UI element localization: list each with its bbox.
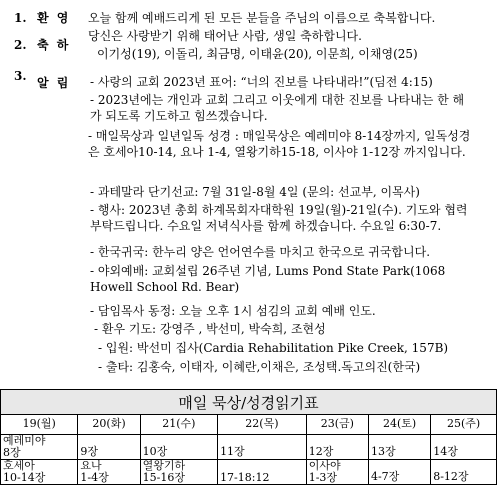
meditation-cell: 10장 xyxy=(140,435,217,460)
notice-item: - 야외예배: 교회설립 26주년 기념, Lums Pond State Park(1068 Howell School Rd. Bear) xyxy=(90,264,446,294)
meditation-cell: 예레미야 8장 xyxy=(1,435,78,460)
section-number: 2. xyxy=(14,38,27,52)
reading-cell: 이사야 1-3장 xyxy=(306,460,368,485)
reading-cell: 호세아 10-14장 xyxy=(1,460,78,485)
section-heading-welcome: 환 영 xyxy=(37,11,71,25)
meditation-cell: 13장 xyxy=(368,435,430,460)
reading-row xyxy=(1,460,497,485)
welcome-text: 오늘 함께 예배드리게 된 모든 분들을 주님의 이름으로 축복합니다. xyxy=(88,11,436,25)
day-header: 21(수) xyxy=(140,415,217,435)
birthday-text: 당신은 사랑받기 위해 태어난 사람, 생일 축하합니다. xyxy=(88,29,362,43)
meditation-cell: 12장 xyxy=(306,435,368,460)
notice-item: - 2023년에는 개인과 교회 그리고 이웃에게 대한 진보를 나타내는 한 해가 되도록 기도하고 힘쓰겠습니다. xyxy=(90,93,465,123)
notice-item: - 사랑의 교회 2023년 표어: “너의 진보를 나타내라!”(딤전 4:15) xyxy=(90,75,433,89)
reading-cell: 4-7장 xyxy=(368,460,430,485)
notice-item: - 입원: 박선미 집사(Cardia Rehabilitation Pike Creek, 157B) xyxy=(98,341,449,355)
day-header: 20(화) xyxy=(78,415,140,435)
day-header: 22(목) xyxy=(218,415,307,435)
birthday-names: 이기성(19), 이돌리, 최금명, 이태윤(20), 이문희, 이채영(25) xyxy=(97,47,418,61)
schedule-table xyxy=(0,389,497,485)
notice-item: - 환우 기도: 강영주 , 박선미, 박숙희, 조현성 xyxy=(94,322,326,336)
day-header: 19(월) xyxy=(1,415,78,435)
section-number: 1. xyxy=(14,11,27,25)
notice-item: - 한국귀국: 한누리 양은 언어연수를 마치고 한국으로 귀국합니다. xyxy=(90,245,431,259)
day-row xyxy=(1,415,497,435)
day-header: 25(주) xyxy=(431,415,497,435)
section-heading-congrats: 축 하 xyxy=(37,38,71,52)
meditation-cell: 11장 xyxy=(218,435,307,460)
meditation-row xyxy=(1,435,497,460)
reading-cell: 17-18:12 xyxy=(218,460,307,485)
meditation-cell: 14장 xyxy=(431,435,497,460)
notice-item: - 매일묵상과 일년일독 성경 : 매일묵상은 예레미야 8-14장까지, 일독성경은 호세아10-14, 요나 1-4, 열왕기하15-18, 이사야 1-12장 까지입니다. xyxy=(88,129,471,159)
notice-item: - 출타: 김홍숙, 이태자, 이혜란,이채은, 조성택.독고의진(한국) xyxy=(98,360,421,374)
reading-cell: 요나 1-4장 xyxy=(78,460,140,485)
day-header: 24(토) xyxy=(368,415,430,435)
notice-item: - 담임목사 동정: 오늘 오후 1시 섬김의 교회 예배 인도. xyxy=(90,304,376,318)
section-number: 3. xyxy=(14,69,27,83)
notice-item: - 행사: 2023년 총회 하계목회자대학원 19일(월)-21일(수). 기도와 협력 부탁드립니다. 수요일 저녁식사를 함께 하겠습니다. 수요일 6:30-7. xyxy=(90,203,468,233)
meditation-cell: 9장 xyxy=(78,435,140,460)
day-header: 23(금) xyxy=(306,415,368,435)
schedule-title: 매일 묵상/성경읽기표 xyxy=(1,390,497,415)
reading-cell: 열왕기하 15-16장 xyxy=(140,460,217,485)
notice-item: - 과테말라 단기선교: 7월 31일-8월 4일 (문의: 선교부, 이목사) xyxy=(90,185,420,199)
section-heading-notices: 알 림 xyxy=(37,76,71,90)
reading-cell: 8-12장 xyxy=(431,460,497,485)
